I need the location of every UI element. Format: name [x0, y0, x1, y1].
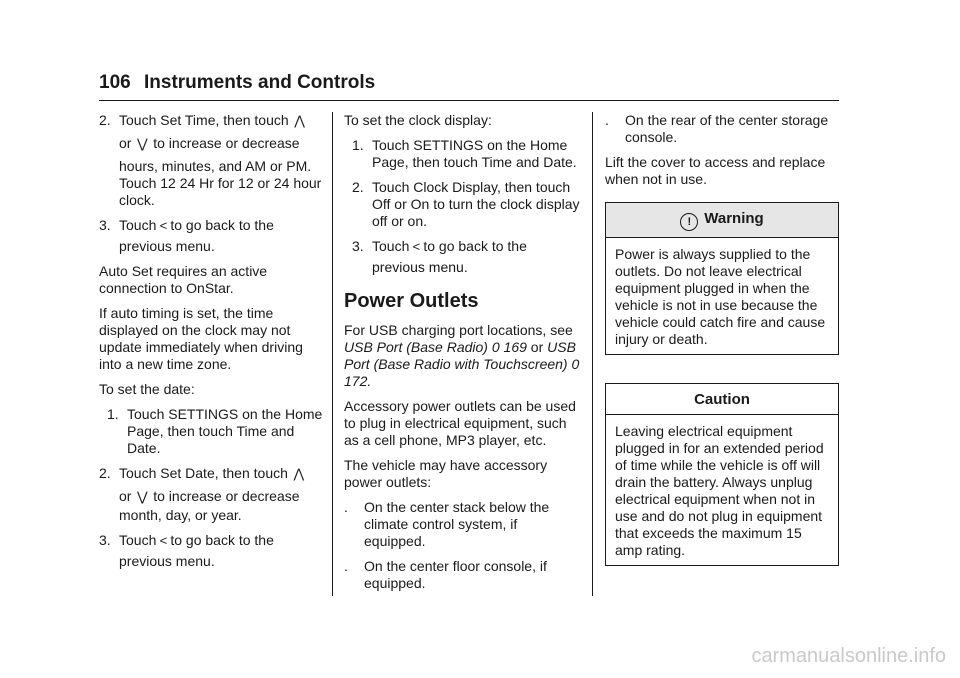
caution-box [605, 383, 839, 566]
paragraph: Lift the cover to access and replace when not in use. [605, 154, 826, 187]
set-time-step-2: 2. Touch Set Time, then touch ⋀ or ⋁ to increase or decrease hours, minutes, and AM or PM. Touch 12 24 Hr for 12 or 24 hour clock. [99, 112, 322, 208]
paragraph: Accessory power outlets can be used to plug in electrical equipment, such as a cell phone, MP3 player, etc. [344, 398, 576, 448]
column-2 [344, 112, 580, 600]
page-ref-icon: 0 [491, 339, 500, 355]
paragraph: The vehicle may have accessory power outlets: [344, 457, 548, 490]
list-item: . On the rear of the center storage console. [605, 112, 829, 145]
back-arrow-icon: < [412, 239, 421, 254]
warning-box [605, 202, 839, 355]
clock-display-step-1: 1. Touch SETTINGS on the Home Page, then touch Time and Date. [352, 137, 577, 170]
set-date-step-3: 3. Touch < to go back to the previous menu. [99, 532, 274, 569]
up-arrow-icon: ⋀ [293, 466, 305, 481]
page-header [99, 68, 839, 101]
set-time-step-3: 3. Touch < to go back to the previous menu. [99, 217, 274, 254]
bullet-icon: . [344, 558, 348, 574]
watermark: carmanualsonline.info [751, 645, 946, 667]
column-3 [605, 112, 839, 566]
column-divider [332, 112, 333, 596]
list-item: . On the center floor console, if equipped. [344, 558, 547, 591]
warning-header: ! Warning [606, 203, 838, 238]
column-divider [592, 112, 593, 596]
down-arrow-icon: ⋁ [137, 489, 148, 504]
section-title: Instruments and Controls [144, 72, 376, 93]
warning-text: Power is always supplied to the outlets. Do not leave electrical equipment plugged in when the vehicle is not in use because the vehicle could catch fire and cause injury or death. [615, 246, 826, 347]
column-1 [99, 112, 323, 578]
caution-text: Leaving electrical equipment plugged in for an extended period of time while the vehicle is off will drain the battery. Always unplug electrical equipment when not in use and do not plug in equipment that exceeds the maximum 15 amp rating. [615, 423, 824, 558]
paragraph: Auto Set requires an active connection to OnStar. [99, 263, 268, 296]
clock-display-step-3: 3. Touch < to go back to the previous menu. [352, 238, 527, 275]
bullet-icon: . [605, 112, 609, 128]
usb-reference: For USB charging port locations, see USB Port (Base Radio) 0 169 or USB Port (Base Radio with Touchscreen) 0 172. [344, 322, 580, 389]
back-arrow-icon: < [159, 218, 168, 233]
page-ref-icon: 0 [571, 356, 580, 372]
paragraph: To set the date: [99, 381, 195, 397]
bullet-icon: . [344, 499, 348, 515]
clock-display-step-2: 2. Touch Clock Display, then touch Off or On to turn the clock display off or on. [352, 179, 580, 229]
set-date-step-1: 1. Touch SETTINGS on the Home Page, then touch Time and Date. [107, 406, 323, 456]
section-heading: Power Outlets [344, 290, 479, 312]
page-number: 106 [99, 72, 131, 93]
up-arrow-icon: ⋀ [294, 113, 305, 128]
usb-link-touchscreen[interactable]: USB Port (Base Radio with Touchscreen) [344, 339, 576, 372]
set-date-step-2: 2. Touch Set Date, then touch ⋀ or ⋁ to increase or decrease month, day, or year. [99, 465, 305, 523]
paragraph: To set the clock display: [344, 112, 492, 128]
down-arrow-icon: ⋁ [137, 136, 148, 151]
warning-icon: ! [680, 213, 698, 231]
back-arrow-icon: < [159, 533, 168, 548]
paragraph: If auto timing is set, the time displayed on the clock may not update immediately when driving into a new time zone. [99, 305, 303, 372]
list-item: . On the center stack below the climate control system, if equipped. [344, 499, 550, 549]
usb-link-base-radio[interactable]: USB Port (Base Radio) [344, 339, 488, 355]
caution-header: Caution [606, 384, 838, 415]
